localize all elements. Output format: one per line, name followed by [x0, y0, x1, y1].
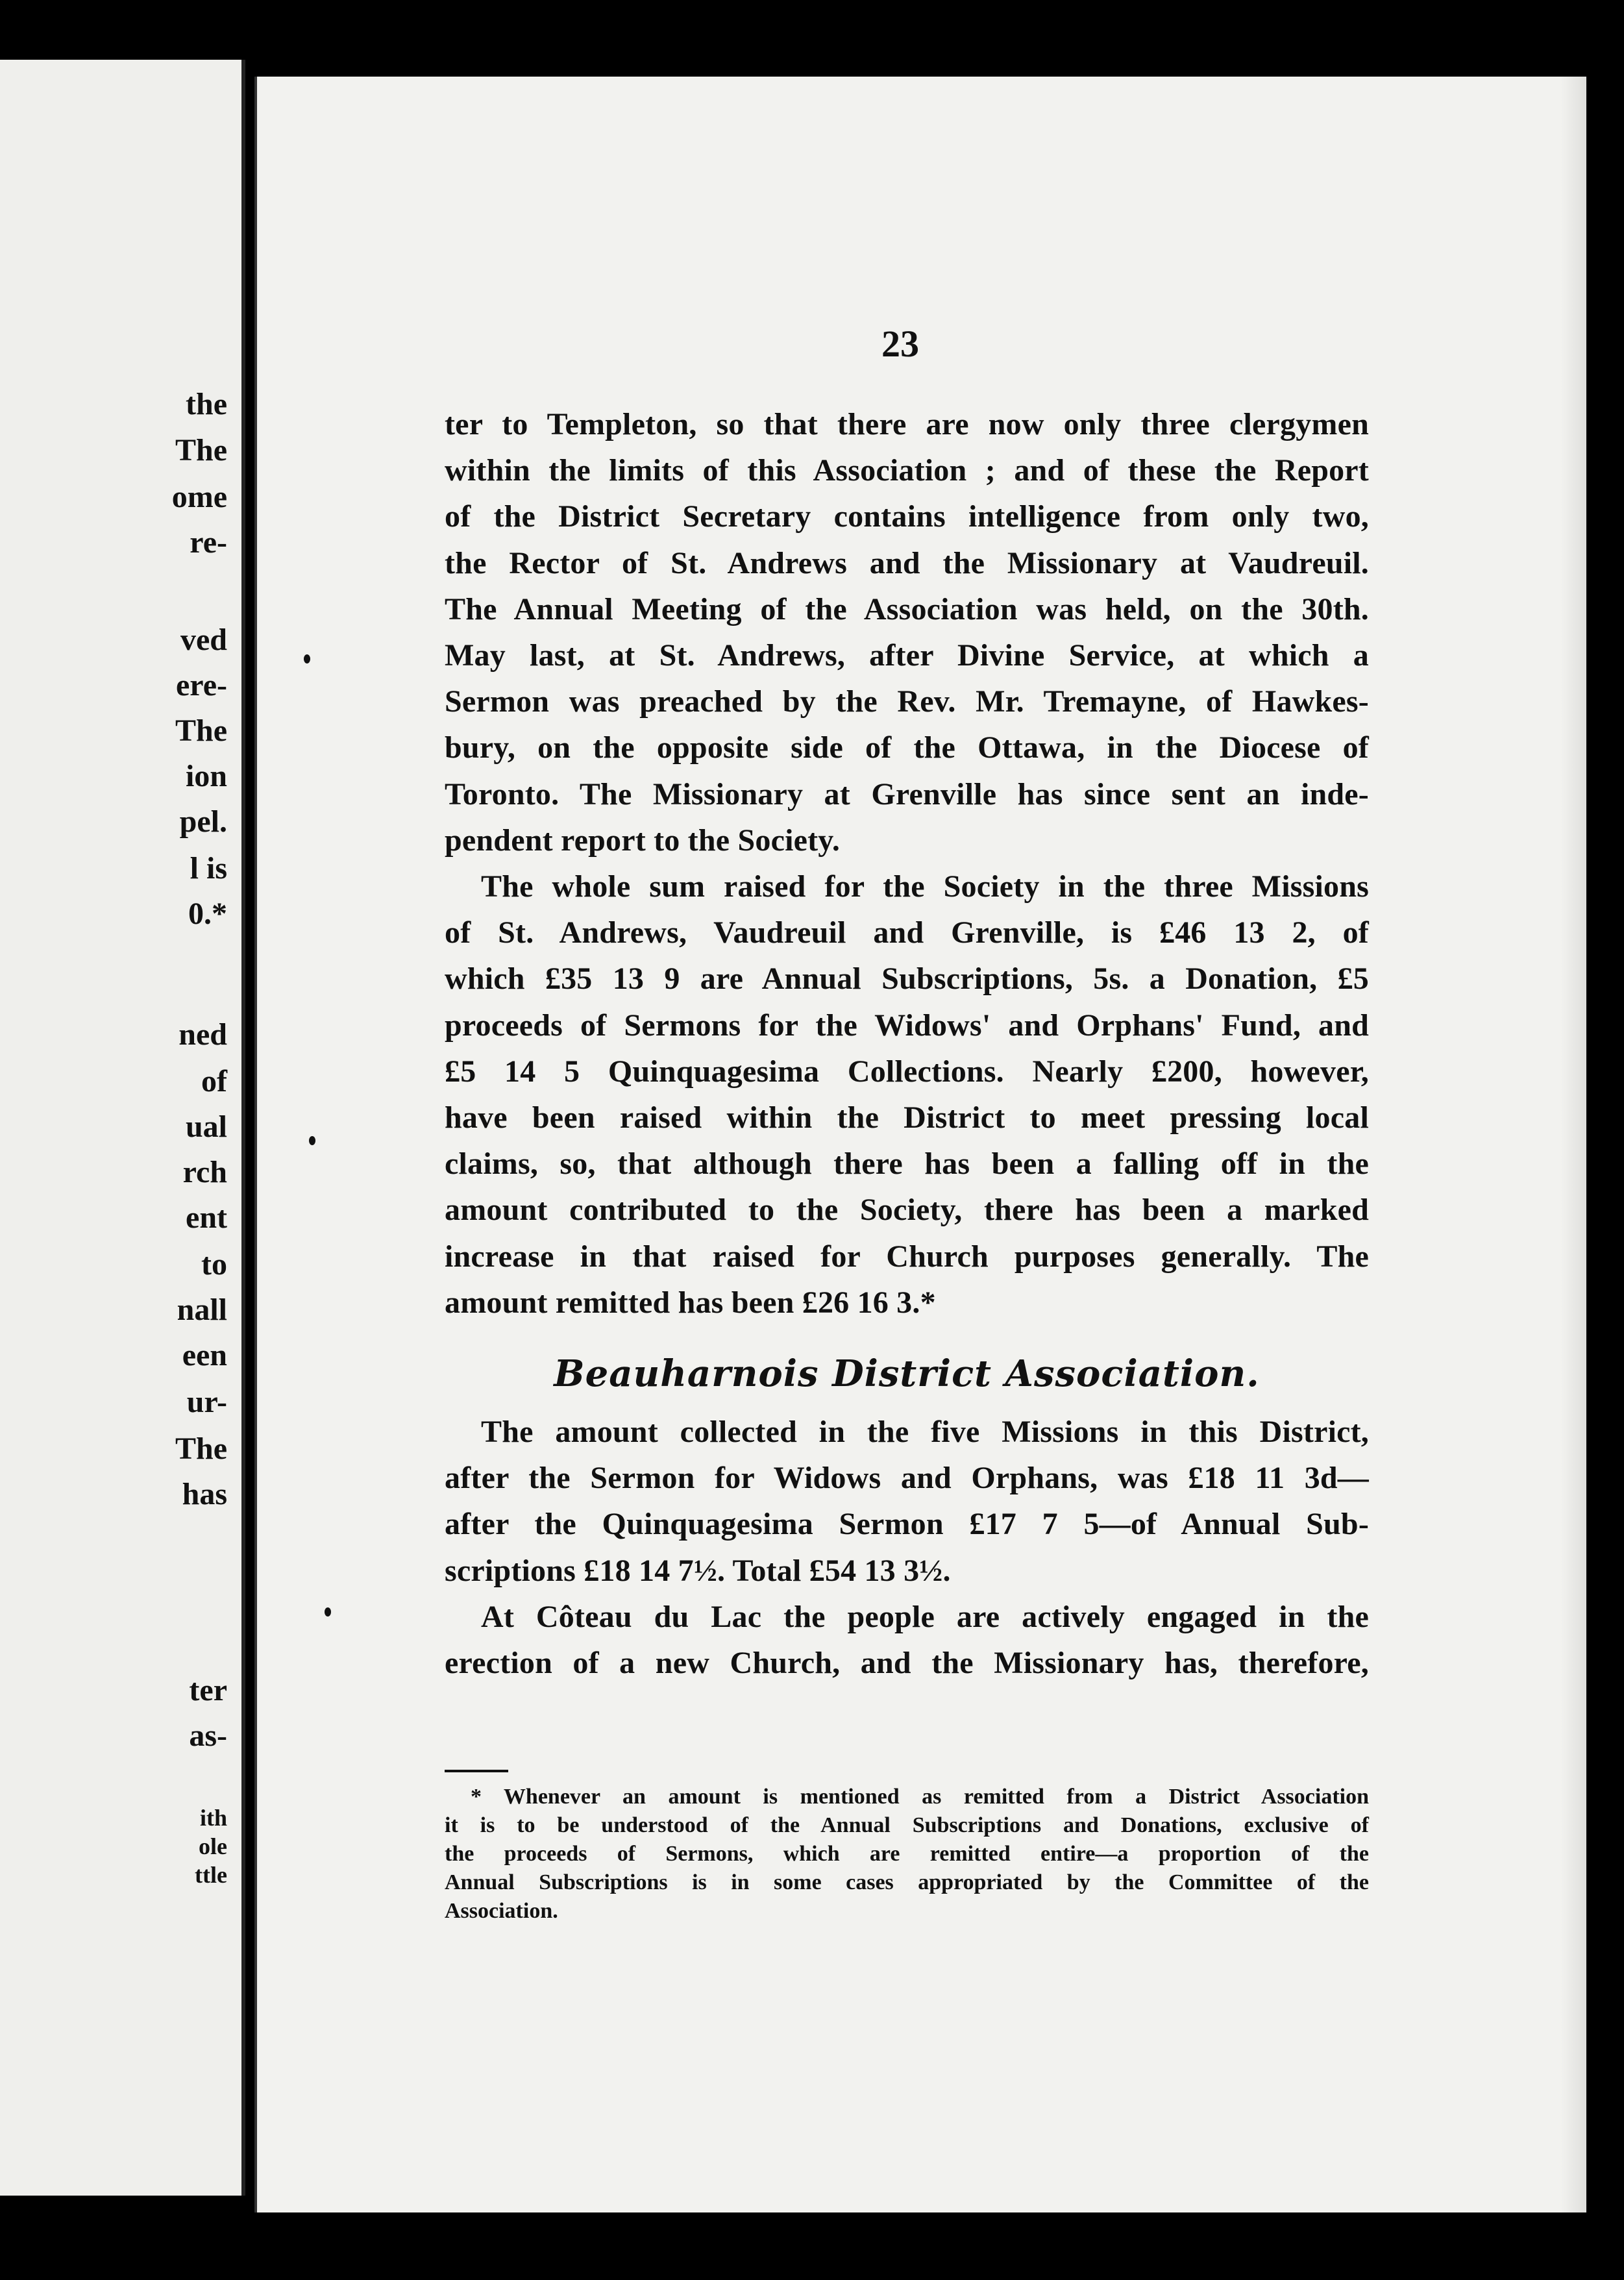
text-line: bury, on the opposite side of the Ottawa, in the Diocese of — [445, 730, 1369, 765]
margin-mark — [304, 654, 310, 663]
page-edge-shadow — [1560, 77, 1586, 2212]
left-text-fragment: l is — [190, 851, 227, 886]
left-page-fragment — [0, 60, 245, 2196]
left-text-fragment: ved — [180, 623, 227, 657]
text-line: May last, at St. Andrews, after Divine Service, at which a — [445, 638, 1369, 673]
left-text-fragment: 0.* — [188, 897, 227, 931]
text-line: amount remitted has been £26 16 3.* — [445, 1285, 936, 1320]
text-line: of St. Andrews, Vaudreuil and Grenville, is £46 13 2, of — [445, 915, 1369, 950]
text-line: Toronto. The Missionary at Grenville has since sent an inde- — [445, 776, 1369, 812]
left-text-fragment: ttle — [195, 1862, 227, 1888]
left-text-fragment: ual — [185, 1109, 227, 1144]
text-line: claims, so, that although there has been a falling off in the — [445, 1146, 1369, 1182]
text-line: ter to Templeton, so that there are now only three clergymen — [445, 407, 1369, 441]
footnote-line: the proceeds of Sermons, which are remitted entire—a proportion of the — [445, 1842, 1369, 1866]
left-text-fragment: of — [201, 1064, 227, 1098]
left-text-fragment: ere- — [175, 668, 227, 702]
page-number: 23 — [881, 323, 919, 365]
text-line: At Côteau du Lac the people are actively engaged in the — [481, 1599, 1369, 1634]
footnote — [445, 1783, 1369, 1926]
text-line: the Rector of St. Andrews and the Missionary at Vaudreuil. — [445, 545, 1369, 580]
margin-mark — [325, 1607, 331, 1617]
text-line: erection of a new Church, and the Missionary has, therefore, — [445, 1646, 1369, 1681]
text-line: amount contributed to the Society, there has been a marked — [445, 1193, 1369, 1228]
left-text-fragment: ter — [189, 1673, 227, 1707]
left-text-fragment: to — [201, 1247, 227, 1282]
text-line: proceeds of Sermons for the Widows' and Orphans' Fund, and — [445, 1008, 1369, 1043]
left-text-fragment: pel. — [179, 804, 227, 839]
left-text-fragment: een — [182, 1338, 227, 1372]
left-text-fragment: rch — [182, 1155, 227, 1189]
text-line: Sermon was preached by the Rev. Mr. Tremayne, of Hawkes- — [445, 684, 1369, 719]
left-text-fragment: re- — [190, 525, 227, 560]
left-text-fragment: as- — [189, 1718, 227, 1753]
text-line: The amount collected in the five Missions in this District, — [481, 1415, 1369, 1450]
text-line: £5 14 5 Quinquagesima Collections. Nearly £200, however, — [445, 1054, 1369, 1089]
text-line: of the District Secretary contains intelligence from only two, — [445, 499, 1369, 534]
text-line: within the limits of this Association ; and of these the Report — [445, 453, 1369, 488]
footnote-line: Annual Subscriptions is in some cases appropriated by the Committee of the — [445, 1870, 1369, 1894]
footnote-line: Association. — [445, 1899, 558, 1923]
left-text-fragment: ith — [199, 1805, 227, 1831]
left-text-fragment: the — [186, 387, 227, 421]
text-line: pendent report to the Society. — [445, 823, 841, 858]
text-line: which £35 13 9 are Annual Subscriptions, 5s. a Donation, £5 — [445, 961, 1369, 997]
book-page — [254, 77, 1586, 2212]
left-text-fragment: has — [182, 1477, 227, 1511]
left-text-fragment: ned — [178, 1017, 227, 1052]
left-text-fragment: ole — [199, 1833, 227, 1859]
left-text-fragment: ur- — [186, 1385, 227, 1419]
footnote-rule — [445, 1770, 508, 1772]
left-text-fragment: The — [175, 433, 227, 467]
text-line: The Annual Meeting of the Association was held, on the 30th. — [445, 591, 1369, 626]
text-line: scriptions £18 14 7½. Total £54 13 3½. — [445, 1553, 951, 1588]
left-text-fragment: nall — [177, 1293, 227, 1327]
left-text-fragment: ion — [185, 759, 227, 793]
left-text-fragment: The — [175, 1431, 227, 1466]
body-text — [445, 401, 1369, 1686]
footnote-line: * Whenever an amount is mentioned as remitted from a District Association — [471, 1785, 1369, 1809]
section-heading: Beauharnois District Association. — [554, 1352, 1260, 1396]
text-line: after the Sermon for Widows and Orphans, was £18 11 3d— — [445, 1461, 1369, 1496]
text-line: after the Quinquagesima Sermon £17 7 5—of Annual Sub- — [445, 1507, 1369, 1542]
margin-mark — [309, 1136, 315, 1145]
left-text-fragment: The — [175, 713, 227, 748]
text-line: increase in that raised for Church purposes generally. The — [445, 1239, 1369, 1274]
footnote-line: it is to be understood of the Annual Subscriptions and Donations, exclusive of — [445, 1813, 1369, 1837]
left-text-fragment: ome — [171, 480, 227, 514]
left-text-fragment: ent — [186, 1200, 227, 1235]
text-line: The whole sum raised for the Society in the three Missions — [481, 869, 1369, 904]
text-line: have been raised within the District to meet pressing local — [445, 1100, 1369, 1135]
